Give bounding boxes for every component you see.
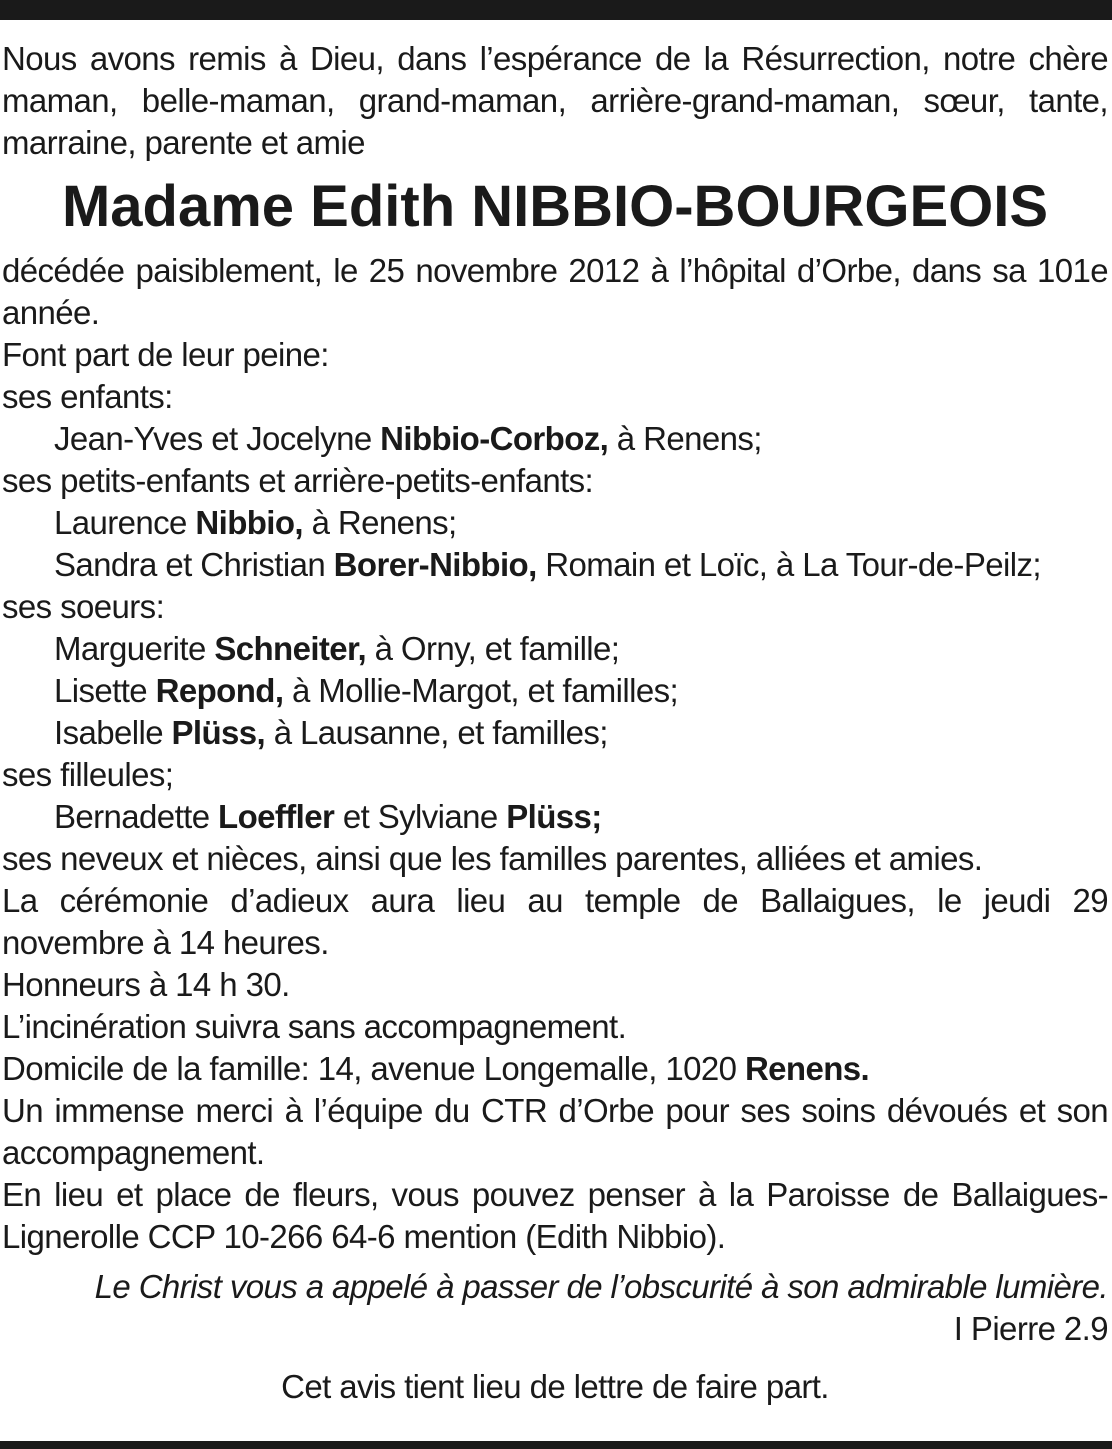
deceased-name: Madame Edith NIBBIO-BOURGEOIS xyxy=(61,174,1049,239)
donation-text: En lieu et place de fleurs, vous pouvez penser à la Paroisse de Ballaigues-Lignerolle CCP 10-266 64-6 mention (Edith Nibbio). xyxy=(2,1176,1108,1255)
family-entry-text: à Renens; xyxy=(303,504,457,541)
bible-quote: Le Christ vous a appelé à passer de l’obscurité à son admirable lumière. xyxy=(94,1268,1108,1305)
font-part-label: Font part de leur peine: xyxy=(2,336,329,373)
family-entry xyxy=(2,418,1108,460)
family-entry-text: à Lausanne, et familles; xyxy=(265,714,608,751)
family-entry-name: Nibbio, xyxy=(195,504,304,541)
family-entry-text: à Mollie-Margot, et familles; xyxy=(283,672,679,709)
family-entry-text: Sandra et Christian xyxy=(54,546,334,583)
family-entry-text: à Orny, et famille; xyxy=(366,630,620,667)
intro-text: Nous avons remis à Dieu, dans l’espérance de la Résurrection, notre chère maman, belle-maman, grand-maman, arrière-grand-maman, sœur, tante, marraine, parente et amie xyxy=(2,40,1108,161)
godchildren-label: ses filleules; xyxy=(2,756,174,793)
family-entry xyxy=(2,796,1108,838)
bottom-rule xyxy=(0,1441,1112,1449)
family-entry-name: Plüss, xyxy=(171,714,266,751)
family-entry-name: Plüss; xyxy=(506,798,602,835)
family-entry-text: Romain et Loïc, à La Tour-de-Peilz; xyxy=(536,546,1041,583)
family-entry xyxy=(2,544,1108,586)
obituary-notice xyxy=(2,38,1108,1408)
family-entry xyxy=(2,670,1108,712)
family-entry-text: Marguerite xyxy=(54,630,215,667)
family-entry xyxy=(2,712,1108,754)
family-entry-text: Laurence xyxy=(54,504,196,541)
family-entry-name: Nibbio-Corboz, xyxy=(380,420,609,457)
family-entry-text: Isabelle xyxy=(54,714,172,751)
domicile-city: Renens. xyxy=(744,1050,870,1087)
domicile-text: Domicile de la famille: 14, avenue Longemalle, 1020 xyxy=(2,1050,745,1087)
domicile-info xyxy=(2,1048,1108,1090)
family-entry-name: Schneiter, xyxy=(214,630,367,667)
death-notice: décédée paisiblement, le 25 novembre 2012 à l’hôpital d’Orbe, dans sa 101e année. xyxy=(2,252,1108,331)
top-rule xyxy=(0,0,1112,20)
incineration-info: L’incinération suivra sans accompagnement. xyxy=(2,1008,627,1045)
family-entry-text: à Renens; xyxy=(608,420,762,457)
family-entry-text: Jean-Yves et Jocelyne xyxy=(54,420,381,457)
family-entry-text: et Sylviane xyxy=(334,798,507,835)
grandchildren-label: ses petits-enfants et arrière-petits-enfants: xyxy=(2,462,594,499)
family-entry-name: Borer-Nibbio, xyxy=(333,546,537,583)
family-entry xyxy=(2,628,1108,670)
family-entry-name: Repond, xyxy=(155,672,284,709)
sisters-label: ses soeurs: xyxy=(2,588,165,625)
family-entry-name: Loeffler xyxy=(218,798,335,835)
family-entry xyxy=(2,502,1108,544)
family-entry-text: Bernadette xyxy=(54,798,219,835)
honneurs-info: Honneurs à 14 h 30. xyxy=(2,966,290,1003)
ceremony-info: La cérémonie d’adieux aura lieu au temple de Ballaigues, le jeudi 29 novembre à 14 heures. xyxy=(2,882,1108,961)
family-entry-text: Lisette xyxy=(54,672,156,709)
other-relatives: ses neveux et nièces, ainsi que les familles parentes, alliées et amies. xyxy=(2,840,983,877)
children-label: ses enfants: xyxy=(2,378,173,415)
bible-reference: I Pierre 2.9 xyxy=(953,1310,1108,1347)
closing-note: Cet avis tient lieu de lettre de faire part. xyxy=(281,1368,829,1405)
thanks-text: Un immense merci à l’équipe du CTR d’Orbe pour ses soins dévoués et son accompagnement. xyxy=(2,1092,1108,1171)
